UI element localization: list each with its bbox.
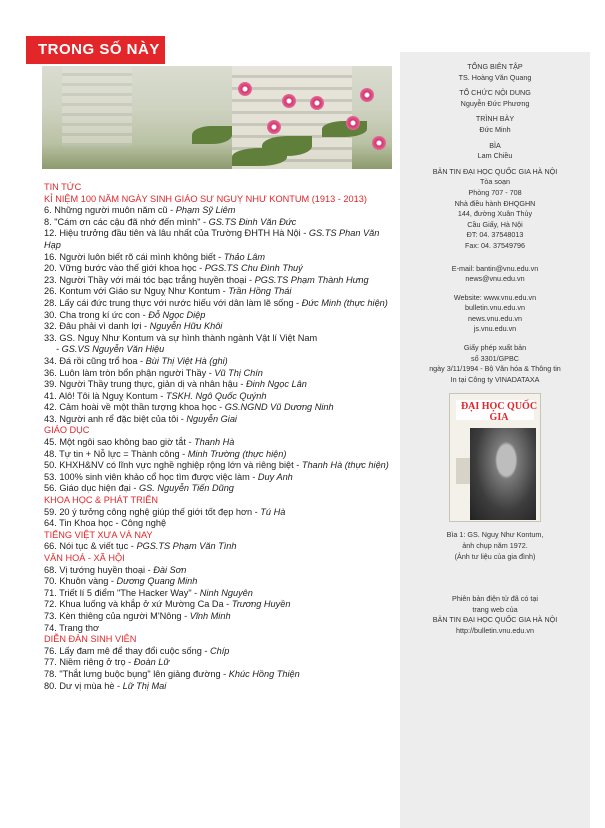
license-line-3: ngày 3/11/1994 - Bộ Văn hóa & Thông tin	[429, 364, 561, 374]
leaf-shape	[192, 126, 232, 144]
toc-item	[44, 205, 390, 217]
toc-item-author: Nguyễn Giai	[186, 413, 237, 424]
toc-item	[44, 368, 390, 380]
toc-item	[44, 518, 390, 530]
flower-icon	[267, 120, 281, 134]
office-street: 144, đường Xuân Thủy	[457, 209, 533, 219]
toc-item	[44, 657, 390, 669]
content-name: Nguyễn Đức Phương	[460, 98, 530, 108]
editor-name: TS. Hoàng Văn Quang	[458, 72, 532, 82]
cover-name: Lam Chiều	[477, 151, 513, 161]
office-fax: Fax: 04. 37549796	[465, 240, 525, 250]
flower-icon	[346, 116, 360, 130]
cover-caption-3: (Ảnh tư liệu của gia đình)	[454, 551, 536, 561]
office-building: Nhà điều hành ĐHQGHN	[454, 198, 536, 208]
section-heading: TIẾNG VIỆT XƯA VÀ NAY	[44, 529, 153, 540]
toc-item-title: 70. Khuôn vàng -	[44, 576, 117, 587]
toc-item	[44, 681, 390, 693]
section-heading: DIỄN ĐÀN SINH VIÊN	[44, 634, 137, 645]
toc-item-author: Đoàn Lữ	[133, 657, 170, 668]
toc-item	[44, 599, 390, 611]
toc-item	[44, 298, 390, 310]
toc-item-author: Thanh Hà	[194, 437, 235, 448]
toc-item-author: PGS.TS Phạm Thành Hưng	[254, 274, 369, 285]
toc-item-author: Thanh Hà (thực hiện)	[301, 460, 389, 471]
layout-name: Đức Minh	[479, 124, 511, 134]
toc-item-author: Đinh Ngọc Lân	[246, 379, 307, 390]
website-line: Website: www.vnu.edu.vn	[453, 292, 537, 302]
toc-item	[44, 669, 390, 681]
editor-label: TỔNG BIÊN TẬP	[467, 62, 523, 71]
toc-item-author: Thảo Lâm	[223, 251, 266, 262]
toc-item-author: Trần Hồng Thái	[228, 286, 292, 297]
toc-item-title: 34. Đá rồi cũng trổ hoa -	[44, 355, 146, 366]
toc-item-author: Ninh Nguyên	[199, 587, 253, 598]
toc-item-title: 53. 100% sinh viên khảo cổ học tìm được việc làm -	[44, 471, 258, 482]
toc-item-title: 39. Người Thầy trung thực, giản dị và nhân hậu -	[44, 379, 247, 390]
toc-item-title: 23. Người Thầy với mái tóc bạc trắng huyền thoại -	[44, 274, 255, 285]
toc-item-author: Đức Minh (thực hiện)	[301, 297, 388, 308]
cover-caption-2: ảnh chụp năm 1972.	[462, 541, 528, 551]
toc-item-author: PGS.TS Phạm Văn Tình	[136, 541, 237, 552]
toc-item-title: 73. Kèn thiêng của người M'Nông -	[44, 610, 190, 621]
toc-item-author: Dương Quang Minh	[116, 576, 198, 587]
toc-item	[44, 252, 390, 264]
toc-item-title: 50. KHXH&NV có lĩnh vực nghề nghiệp rộng lớn và riêng biệt -	[44, 460, 302, 471]
toc-item-title: 32. Đâu phải vì danh lợi -	[44, 321, 150, 332]
toc-item-title: 30. Cha trong kí ức con -	[44, 309, 149, 320]
toc-item	[44, 588, 390, 600]
toc-item	[44, 623, 390, 635]
office-label: Tòa soạn	[480, 177, 510, 187]
toc-item-title: 20. Vững bước vào thế giới khoa học -	[44, 263, 205, 274]
section-heading: KHOA HỌC & PHÁT TRIỂN	[44, 495, 159, 506]
toc-item-title: 66. Nói tục & viết tục -	[44, 541, 137, 552]
toc-item-author: GS.NGND Vũ Dương Ninh	[224, 402, 334, 413]
office-phone: ĐT: 04. 37548013	[466, 230, 524, 240]
section-heading: GIÁO DỤC	[44, 425, 90, 436]
toc-item-author: Vũ Thị Chín	[214, 367, 263, 378]
license-line-2: số 3301/GPBC	[471, 353, 519, 363]
toc-item-title: 43. Người anh rể đặc biệt của tôi -	[44, 413, 187, 424]
toc-item	[44, 402, 390, 414]
online-note: Phiên bản điện tử đã có tại	[452, 594, 538, 604]
toc-item-title: 76. Lấy đam mê để thay đổi cuộc sống -	[44, 645, 210, 656]
toc-item	[44, 286, 390, 298]
toc-item	[44, 228, 390, 251]
toc-item-author: Đỗ Ngọc Diệp	[148, 309, 206, 320]
toc-item	[44, 414, 390, 426]
cover-label: BÌA	[489, 140, 501, 150]
toc-item-author: Đài Sơn	[153, 564, 187, 575]
toc-item	[44, 263, 390, 275]
toc-item	[44, 379, 390, 391]
toc-item-title: 72. Khua luống và khắp ở xứ Mường Ca Da -	[44, 599, 232, 610]
website-line-3: news.vnu.edu.vn	[468, 313, 522, 323]
toc-item-title: 16. Người luôn biết rõ cái mình không biết -	[44, 251, 224, 262]
toc-item-author: Minh Trường (thực hiện)	[187, 448, 287, 459]
toc-item-title: 64. Tin Khoa học - Công nghệ	[44, 518, 167, 529]
toc-item-author: Tú Hà	[260, 506, 286, 517]
toc-item-title: 77. Niềm riêng ở trọ -	[44, 657, 134, 668]
toc-item-title: 71. Triết lí 5 điểm "The Hacker Way" -	[44, 587, 200, 598]
toc-item-title: 28. Lấy cái đức trung thực với nước hiếu với dân làm lẽ sống -	[44, 297, 302, 308]
toc-item-author: Khúc Hồng Thiện	[228, 668, 300, 679]
toc-item-title: 56. Giáo dục hiện đại -	[44, 483, 139, 494]
leaf-shape	[232, 148, 287, 166]
toc-item	[44, 576, 390, 588]
toc-item-title: 45. Một ngôi sao không bao giờ tắt -	[44, 437, 195, 448]
office-district: Cầu Giấy, Hà Nội	[467, 219, 523, 229]
masthead-sidebar	[400, 52, 590, 828]
flower-icon	[238, 82, 252, 96]
office-room: Phòng 707 - 708	[468, 187, 522, 197]
toc-item	[44, 483, 390, 495]
toc-item-author: Vĩnh Minh	[189, 610, 231, 621]
toc-item-author: - GS.VS Nguyễn Văn Hiệu	[56, 344, 165, 355]
section-banner: TRONG SỐ NÀY	[26, 36, 165, 64]
toc-item-author: Duy Anh	[257, 471, 293, 482]
toc-item-author: Phạm Sỹ Liêm	[175, 205, 236, 216]
toc-item-title: 36. Luôn làm tròn bổn phận người Thầy -	[44, 367, 215, 378]
license-line: Giấy phép xuất bản	[463, 343, 527, 353]
flower-icon	[282, 94, 296, 108]
toc-item	[44, 333, 390, 345]
section-heading: VĂN HOÁ - XÃ HỘI	[44, 553, 125, 563]
toc-item-title: 33. GS. Nguỵ Như Kontum và sự hình thành ngành Vật lí Việt Nam	[44, 332, 318, 343]
toc-item-author: Chíp	[209, 645, 230, 656]
online-note-3: BẢN TIN ĐẠI HỌC QUỐC GIA HÀ NỘI	[432, 615, 558, 625]
table-of-contents	[44, 182, 390, 692]
toc-item-title: 41. Alô! Tôi là Nguỵ Kontum -	[44, 390, 166, 401]
toc-item-title: 42. Cảm hoài về một thần tượng khoa học -	[44, 402, 225, 413]
toc-item-title: 12. Hiệu trưởng đầu tiên và lâu nhất của Trường ĐHTH Hà Nội -	[44, 228, 309, 239]
toc-item-author: Lữ Thị Mai	[122, 680, 167, 691]
toc-item	[44, 321, 390, 333]
toc-item	[44, 275, 390, 287]
toc-item	[44, 541, 390, 553]
toc-item	[44, 565, 390, 577]
cover-thumbnail	[449, 393, 541, 522]
background-building	[62, 66, 132, 146]
toc-item-author: GS.TS Đinh Văn Đức	[208, 216, 297, 227]
toc-item-title: 59. 20 ý tưởng công nghệ giúp thế giới tốt đẹp hơn -	[44, 506, 261, 517]
toc-item	[44, 391, 390, 403]
toc-item-title: 80. Dư vị mùa hè -	[44, 680, 123, 691]
flower-icon	[360, 88, 374, 102]
header-photo	[42, 66, 392, 169]
toc-item	[44, 437, 390, 449]
toc-item-title: 8. "Cám ơn các cậu đã nhớ đến mình" -	[44, 216, 209, 227]
cover-portrait	[470, 428, 536, 520]
license-line-4: In tại Công ty VINADATAXA	[450, 374, 540, 384]
toc-item	[44, 460, 390, 472]
toc-item-author: Trương Huyền	[231, 599, 291, 610]
publication-name: BẢN TIN ĐẠI HỌC QUỐC GIA HÀ NỘI	[432, 166, 558, 176]
toc-item-author: PGS.TS Chu Đình Thuý	[204, 263, 303, 274]
cover-masthead-text: ĐẠI HỌC QUỐC GIA	[460, 401, 538, 424]
toc-item-author: Nguyễn Hữu Khôi	[149, 321, 223, 332]
section-heading: TIN TỨC	[44, 182, 82, 192]
toc-item	[44, 356, 390, 368]
flower-icon	[372, 136, 386, 150]
online-url[interactable]: http://bulletin.vnu.edu.vn	[456, 626, 534, 635]
layout-label: TRÌNH BÀY	[475, 114, 515, 124]
toc-item	[44, 611, 390, 623]
toc-item	[44, 217, 390, 229]
toc-item	[44, 449, 390, 461]
toc-item	[44, 507, 390, 519]
toc-item	[44, 310, 390, 322]
cover-caption: Bìa 1: GS. Nguỵ Như Kontum,	[446, 530, 544, 540]
section-subheading: KỈ NIỆM 100 NĂM NGÀY SINH GIÁO SƯ NGUỴ NHƯ KONTUM (1913 - 2013)	[44, 193, 367, 204]
toc-item-author: GS.TS Phan Văn Hạp	[44, 228, 380, 250]
website-line-2: bulletin.vnu.edu.vn	[465, 303, 525, 313]
toc-item-author: TSKH. Ngô Quốc Quýnh	[165, 390, 267, 401]
leaf-shape	[322, 121, 367, 137]
toc-item-title: 74. Trang thơ	[44, 622, 100, 633]
toc-item-title: 48. Tự tin + Nỗ lực = Thành công -	[44, 448, 188, 459]
toc-item-title: 26. Kontum với Giáo sư Nguỵ Như Kontum -	[44, 286, 229, 297]
toc-item-author: GS. Nguyễn Tiến Dũng	[139, 483, 234, 494]
content-label: TỔ CHỨC NỘI DUNG	[459, 88, 531, 98]
toc-item-title: 6. Những người muôn năm cũ -	[44, 205, 176, 216]
toc-item-author: Bùi Thị Việt Hà (ghi)	[145, 355, 228, 366]
toc-item	[44, 646, 390, 658]
website-line-4: js.vnu.edu.vn	[473, 324, 517, 334]
toc-item	[44, 472, 390, 484]
email-line-2: news@vnu.edu.vn	[465, 274, 525, 284]
email-line: E-mail: bantin@vnu.edu.vn	[451, 263, 539, 273]
online-note-2: trang web của	[472, 604, 518, 614]
toc-item-title: 68. Vị tướng huyền thoại -	[44, 564, 154, 575]
toc-item-title: 78. "Thắt lưng buộc bụng" lên giảng đường -	[44, 668, 229, 679]
flower-icon	[310, 96, 324, 110]
